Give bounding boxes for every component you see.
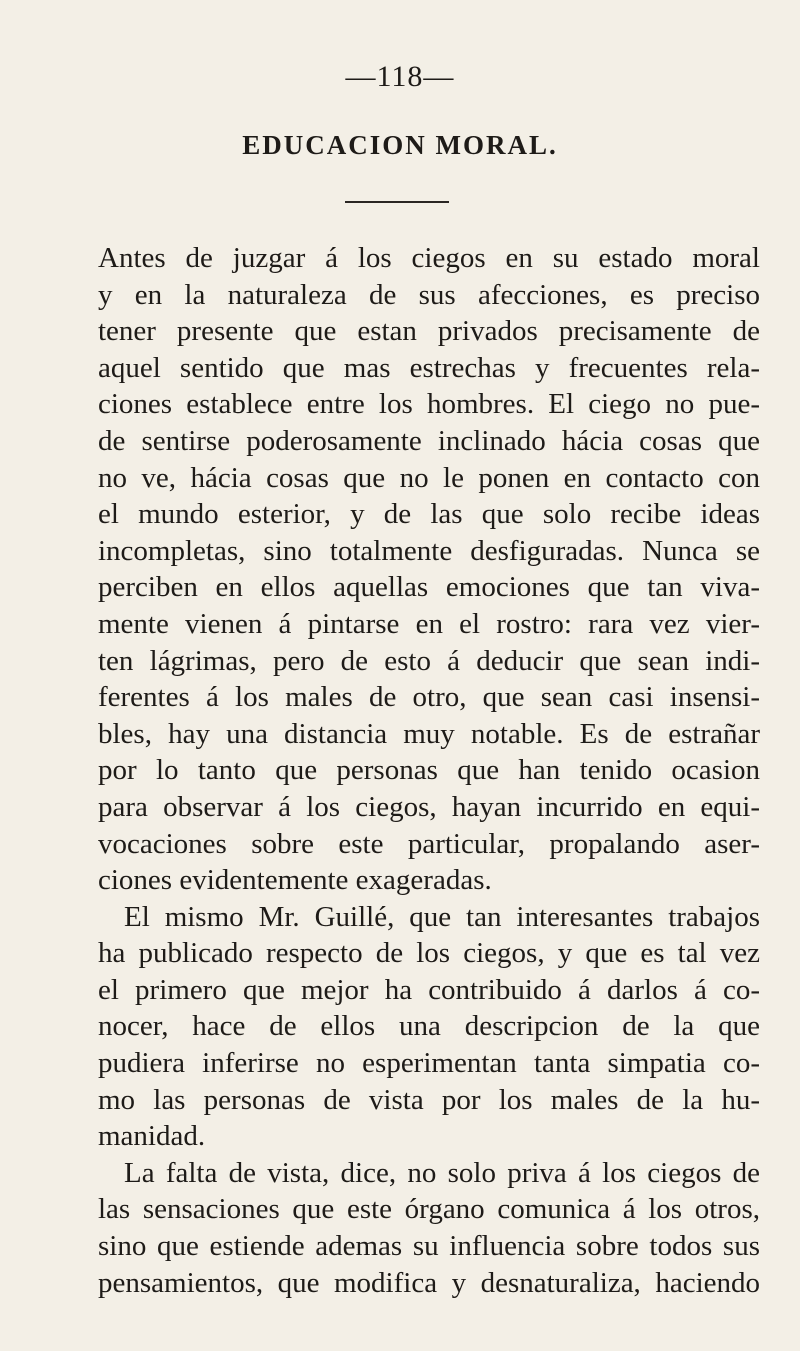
text-line: aquel sentido que mas estrechas y frecuentes rela- <box>98 351 760 384</box>
text-line: ciones evidentemente exageradas. <box>98 864 492 897</box>
text-line: sino que estiende ademas su influencia sobre todos sus <box>98 1230 760 1263</box>
text-line: incompletas, sino totalmente desfiguradas. Nunca se <box>98 534 760 567</box>
text-line: La falta de vista, dice, no solo priva á los ciegos de <box>124 1156 760 1189</box>
text-line: y en la naturaleza de sus afecciones, es preciso <box>98 278 760 311</box>
text-line: ciones establece entre los hombres. El ciego no pue- <box>98 388 760 421</box>
text-line: Antes de juzgar á los ciegos en su estado moral <box>98 242 760 274</box>
text-line: perciben en ellos aquellas emociones que tan viva- <box>98 571 760 604</box>
text-line: nocer, hace de ellos una descripcion de la que <box>98 1010 760 1043</box>
text-line: ten lágrimas, pero de esto á deducir que sean indi- <box>98 644 760 677</box>
text-line: de sentirse poderosamente inclinado hácia cosas que <box>98 424 760 457</box>
text-line: vocaciones sobre este particular, propalando aser- <box>98 827 760 860</box>
text-line: el primero que mejor ha contribuido á darlos á co- <box>98 973 760 1006</box>
page-number: —118— <box>345 60 455 93</box>
text-line: pudiera inferirse no esperimentan tanta simpatia co- <box>98 1047 760 1080</box>
text-line: pensamientos, que modifica y desnaturaliza, haciendo <box>98 1266 760 1299</box>
text-line: las sensaciones que este órgano comunica á los otros, <box>98 1193 760 1226</box>
text-line: tener presente que estan privados precisamente de <box>98 315 760 348</box>
text-line: manidad. <box>98 1120 206 1153</box>
text-line: mo las personas de vista por los males de la hu- <box>98 1083 760 1116</box>
text-line: el mundo esterior, y de las que solo recibe ideas <box>98 498 760 531</box>
text-line: para observar á los ciegos, hayan incurrido en equi- <box>98 790 760 823</box>
section-title: EDUCACION MORAL. <box>242 130 558 160</box>
text-line: El mismo Mr. Guillé, que tan interesantes trabajos <box>124 900 760 933</box>
text-line: ferentes á los males de otro, que sean casi insensi- <box>98 681 760 714</box>
body-text <box>98 240 760 1301</box>
text-line: por lo tanto que personas que han tenido ocasion <box>98 754 760 787</box>
title-divider <box>345 201 449 203</box>
text-line: mente vienen á pintarse en el rostro: rara vez vier- <box>98 607 760 640</box>
text-line: ha publicado respecto de los ciegos, y que es tal vez <box>98 937 760 970</box>
text-line: no ve, hácia cosas que no le ponen en contacto con <box>98 461 760 494</box>
text-line: bles, hay una distancia muy notable. Es de estrañar <box>98 717 760 750</box>
